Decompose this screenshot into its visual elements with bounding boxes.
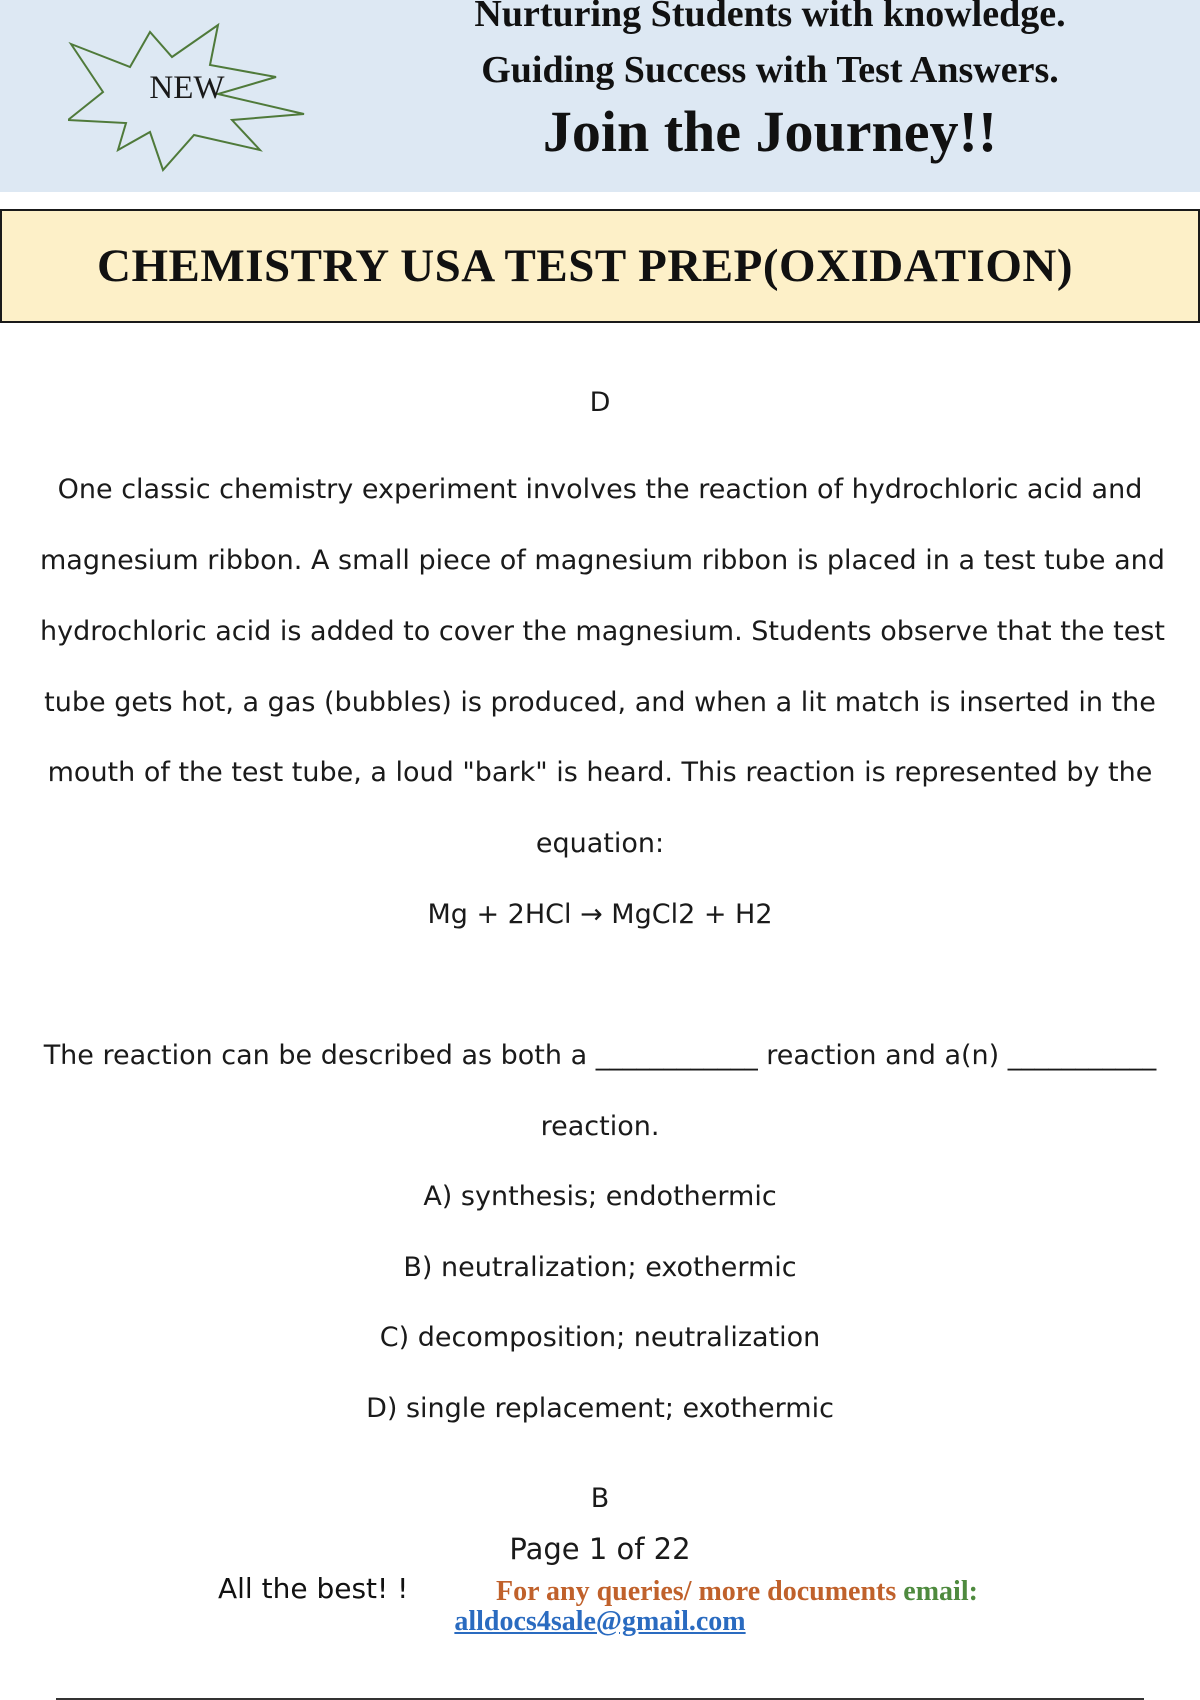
title-box — [0, 209, 1200, 323]
option-d: D) single replacement; exothermic — [366, 1393, 834, 1424]
option-b: B) neutralization; exothermic — [403, 1252, 797, 1283]
passage-line: hydrochloric acid is added to cover the magnesium. Students observe that the test — [40, 616, 1165, 647]
queries-email-word: email: — [903, 1576, 978, 1607]
tagline-knowledge: Nurturing Students with knowledge. — [474, 0, 1066, 35]
new-badge-label: NEW — [149, 70, 225, 106]
passage-line: tube gets hot, a gas (bubbles) is produced, and when a lit match is inserted in the — [44, 687, 1156, 718]
header-banner — [0, 0, 1200, 192]
page-number: Page 1 of 22 — [509, 1532, 691, 1566]
tagline-journey: Join the Journey!! — [542, 99, 998, 164]
question-line: reaction. — [540, 1111, 660, 1142]
answer: B — [590, 1483, 610, 1514]
new-badge — [68, 22, 306, 172]
footer-queries — [496, 1576, 978, 1608]
passage-line: mouth of the test tube, a loud "bark" is heard. This reaction is represented by the — [47, 757, 1153, 788]
option-a: A) synthesis; endothermic — [423, 1181, 777, 1212]
passage-line: magnesium ribbon. A small piece of magnesium ribbon is placed in a test tube and — [40, 545, 1165, 576]
page-title: CHEMISTRY USA TEST PREP(OXIDATION) — [97, 240, 1073, 292]
option-c: C) decomposition; neutralization — [379, 1322, 821, 1353]
passage-line: One classic chemistry experiment involves the reaction of hydrochloric acid and — [57, 474, 1143, 505]
footer-wish: All the best! ! — [218, 1572, 409, 1605]
tagline-success: Guiding Success with Test Answers. — [481, 49, 1059, 91]
email-link[interactable]: alldocs4sale@gmail.com — [454, 1606, 746, 1637]
question-line: The reaction can be described as both a ____________ reaction and a(n) ___________ — [43, 1040, 1157, 1071]
queries-label: For any queries/ more documents — [496, 1576, 904, 1607]
previous-answer: D — [589, 387, 611, 418]
passage-line: equation: — [535, 828, 665, 859]
chemical-equation: Mg + 2HCl → MgCl2 + H2 — [427, 899, 773, 930]
